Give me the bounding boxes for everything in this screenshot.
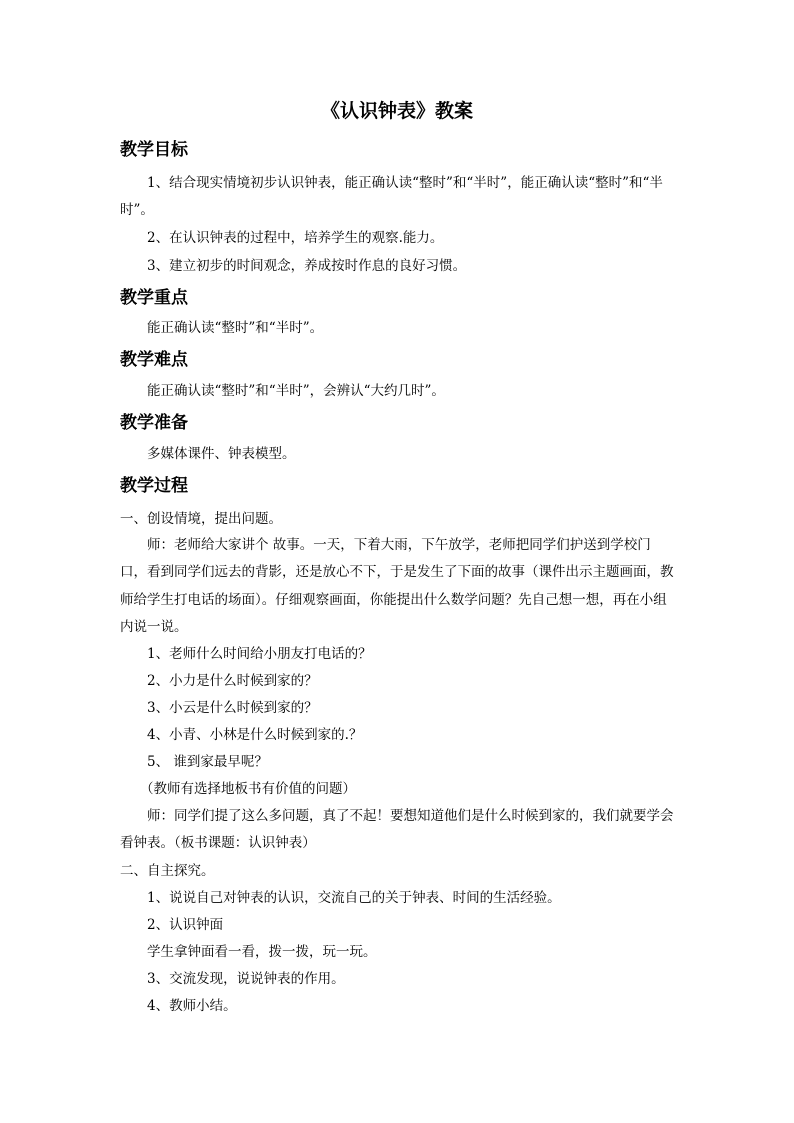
part2-item-4: 3、交流发现，说说钟表的作用。 — [147, 971, 345, 987]
question-5: 5、 谁到家最早呢？ — [147, 754, 268, 770]
process-part2-title: 二、自主探究。 — [120, 863, 215, 879]
heading-process: 教学过程 — [120, 476, 188, 496]
preparation-text: 多媒体课件、钟表模型。 — [147, 446, 296, 462]
process-part1-paragraph-2: 师：同学们提了这么多问题，真了不起！要想知道他们是什么时候到家的，我们就要学会看钟表。（板书课题：认识钟表） — [120, 808, 674, 852]
difficulties-text: 能正确认读“整时”和“半时”，会辨认“大约几时”。 — [147, 383, 445, 399]
part2-item-5: 4、教师小结。 — [147, 998, 237, 1014]
process-note: （教师有选择地板书有价值的问题） — [140, 781, 356, 797]
heading-key-points: 教学重点 — [120, 288, 188, 308]
part2-item-1: 1、说说自己对钟表的认识，交流自己的关于钟表、时间的生活经验。 — [147, 890, 561, 906]
goal-item-2: 2、在认识钟表的过程中，培养学生的观察.能力。 — [147, 230, 444, 246]
part2-item-3: 学生拿钟面看一看，拨一拨，玩一玩。 — [147, 944, 377, 960]
process-part1-title: 一、创设情境，提出问题。 — [120, 511, 282, 527]
document-title: 《认识钟表》教案 — [320, 100, 473, 122]
process-part1-paragraph: 师：老师给大家讲个 故事。一天，下着大雨，下午放学，老师把同学们护送到学校门口，看到同学们远去的背影，还是放心不下，于是发生了下面的故事（课件出示主题画面，教师给学生打电话的场面）。仔细观察画面，你能提出什么数学问题？先自己想一想，再在小组内说一说。 — [120, 537, 674, 635]
question-4: 4、小青、小林是什么时候到家的.？ — [147, 727, 363, 743]
goal-item-1: 1、结合现实情境初步认识钟表，能正确认读“整时”和“半时”，能正确认读“整时”和“半时”。 — [120, 175, 663, 219]
question-1: 1、老师什么时间给小朋友打电话的？ — [147, 646, 372, 662]
heading-preparation: 教学准备 — [120, 413, 188, 433]
question-2: 2、小力是什么时候到家的？ — [147, 673, 318, 689]
question-3: 3、小云是什么时候到家的？ — [147, 700, 318, 716]
key-points-text: 能正确认读“整时”和“半时”。 — [147, 320, 324, 336]
heading-goals: 教学目标 — [120, 140, 188, 160]
goal-item-3: 3、建立初步的时间观念，养成按时作息的良好习惯。 — [147, 258, 467, 274]
part2-item-2: 2、认识钟面 — [147, 917, 224, 933]
heading-difficulties: 教学难点 — [120, 350, 188, 370]
